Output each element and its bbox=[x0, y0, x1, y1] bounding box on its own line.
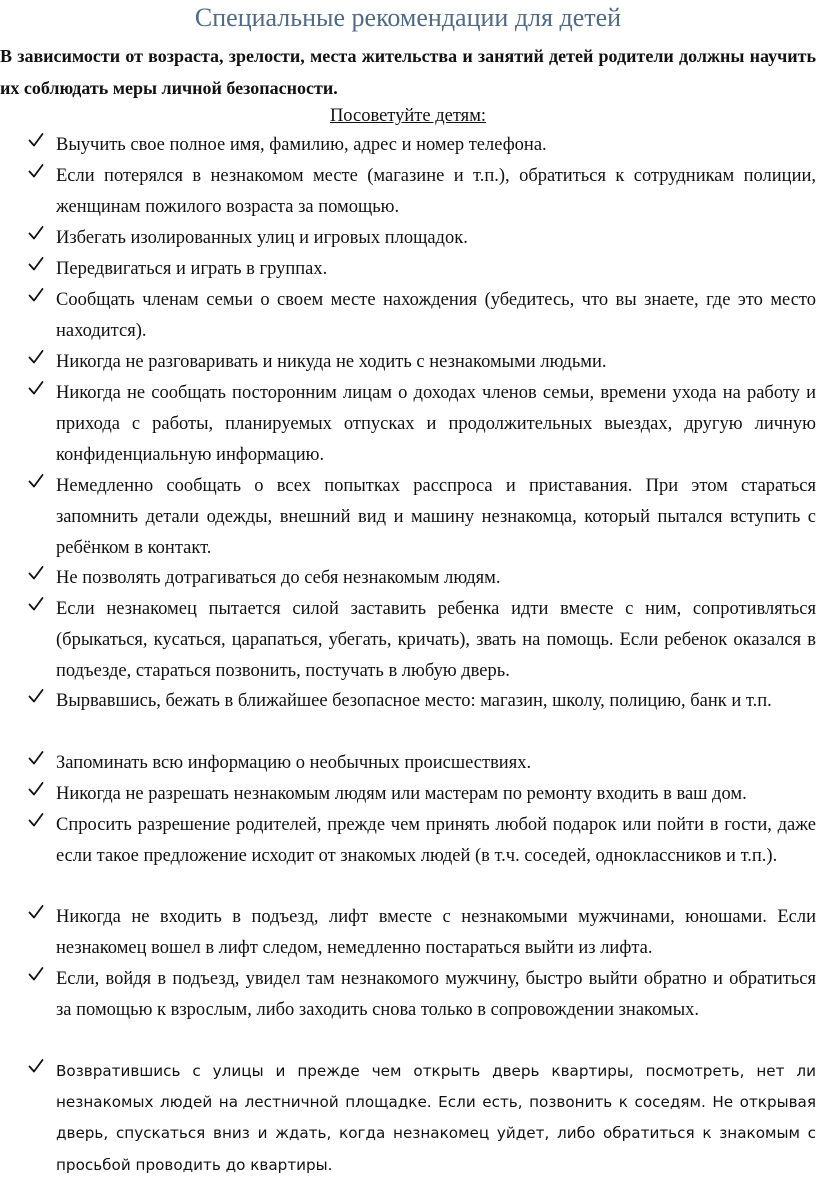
checkmark-icon bbox=[28, 596, 44, 612]
checkmark-icon bbox=[28, 812, 44, 828]
checkmark-icon bbox=[28, 904, 44, 920]
list-item bbox=[0, 285, 816, 347]
list-item-text: Никогда не разрешать незнакомым людям или мастерам по ремонту входить в ваш дом. bbox=[56, 784, 747, 804]
list-item-text: Выучить свое полное имя, фамилию, адрес и номер телефона. bbox=[56, 135, 547, 155]
subheading bbox=[0, 102, 816, 130]
list-item-text: Если незнакомец пытается силой заставить ребенка идти вместе с ним, сопротивляться (брыкаться, кусаться, царапаться, убегать, кричать), звать на помощь. Если ребенок оказался в подъезде, стараться позвонить, постучать в любую дверь. bbox=[56, 599, 816, 682]
checkmark-icon bbox=[28, 781, 44, 797]
list-item-text: Запоминать всю информацию о необычных происшествиях. bbox=[56, 753, 532, 773]
checkmark-icon bbox=[28, 132, 44, 148]
list-item bbox=[0, 1056, 816, 1181]
checkmark-icon bbox=[28, 225, 44, 241]
list-item-text: Избегать изолированных улиц и игровых площадок. bbox=[56, 228, 468, 248]
list-item bbox=[0, 563, 816, 594]
checkmark-icon bbox=[28, 750, 44, 766]
list-item bbox=[0, 594, 816, 688]
list-item-text: Спросить разрешение родителей, прежде чем принять любой подарок или пойти в гости, даже если такое предложение исходит от знакомых людей (в т.ч. соседей, одноклассников и т.п.). bbox=[56, 815, 816, 867]
list-item-text: Вырвавшись, бежать в ближайшее безопасное место: магазин, школу, полицию, банк и т.п. bbox=[56, 691, 772, 711]
list-item bbox=[0, 130, 816, 161]
list-item bbox=[0, 378, 816, 472]
list-item-text: Никогда не разговаривать и никуда не ходить с незнакомыми людьми. bbox=[56, 352, 607, 372]
list-item-text: Немедленно сообщать о всех попытках расспроса и приставания. При этом стараться запомнить детали одежды, внешний вид и машину незнакомца, который пытался вступить с ребёнком в контакт. bbox=[56, 476, 816, 559]
list-item-text: Возвратившись с улицы и прежде чем открыть дверь квартиры, посмотреть, нет ли незнакомых людей на лестничной площадке. Если есть, позвонить к соседям. Не открывая дверь, спускаться вниз и ждать, когда незнакомец уйдет, либо обратиться к знакомым с просьбой проводить до квартиры. bbox=[56, 1062, 816, 1174]
subheading-text: Посоветуйте детям: bbox=[329, 106, 487, 126]
list-item bbox=[0, 686, 816, 717]
list-item-text: Никогда не сообщать посторонним лицам о доходах членов семьи, времени ухода на работу и прихода с работы, планируемых отпусках и продолжительных выездах, другую личную конфиденциальную информацию. bbox=[56, 383, 816, 466]
list-item bbox=[0, 161, 816, 223]
list-item-text: Если, войдя в подъезд, увидел там незнакомого мужчину, быстро выйти обратно и обратиться за помощью к взрослым, либо заходить снова только в сопровождении знакомых. bbox=[56, 969, 816, 1021]
checkmark-icon bbox=[28, 1058, 44, 1074]
list-item bbox=[0, 779, 816, 810]
list-item-text: Передвигаться и играть в группах. bbox=[56, 259, 328, 279]
list-item-text: Сообщать членам семьи о своем месте нахождения (убедитесь, что вы знаете, где это место находится). bbox=[56, 290, 816, 342]
list-item-text: Никогда не входить в подъезд, лифт вместе с незнакомыми мужчинами, юношами. Если незнакомец вошел в лифт следом, немедленно постараться выйти из лифта. bbox=[56, 907, 816, 959]
list-item bbox=[0, 964, 816, 1026]
checkmark-icon bbox=[28, 163, 44, 179]
list-item-text: Не позволять дотрагиваться до себя незнакомым людям. bbox=[56, 568, 501, 588]
list-item bbox=[0, 810, 816, 872]
list-item bbox=[0, 748, 816, 779]
list-item bbox=[0, 471, 816, 565]
checkmark-icon bbox=[28, 349, 44, 365]
checkmark-icon bbox=[28, 688, 44, 704]
list-item bbox=[0, 223, 816, 254]
checkmark-icon bbox=[28, 473, 44, 489]
checkmark-icon bbox=[28, 380, 44, 396]
checkmark-icon bbox=[28, 565, 44, 581]
intro-paragraph: В зависимости от возраста, зрелости, места жительства и занятий детей родители должны научить их соблюдать меры личной безопасности. bbox=[0, 46, 816, 98]
checkmark-icon bbox=[28, 287, 44, 303]
checkmark-icon bbox=[28, 256, 44, 272]
checkmark-icon bbox=[28, 966, 44, 982]
list-item-text: Если потерялся в незнакомом месте (магазине и т.п.), обратиться к сотрудникам полиции, женщинам пожилого возраста за помощью. bbox=[56, 166, 816, 218]
list-item bbox=[0, 347, 816, 378]
list-item bbox=[0, 254, 816, 285]
page-title: Специальные рекомендации для детей bbox=[194, 3, 622, 32]
list-item bbox=[0, 902, 816, 964]
